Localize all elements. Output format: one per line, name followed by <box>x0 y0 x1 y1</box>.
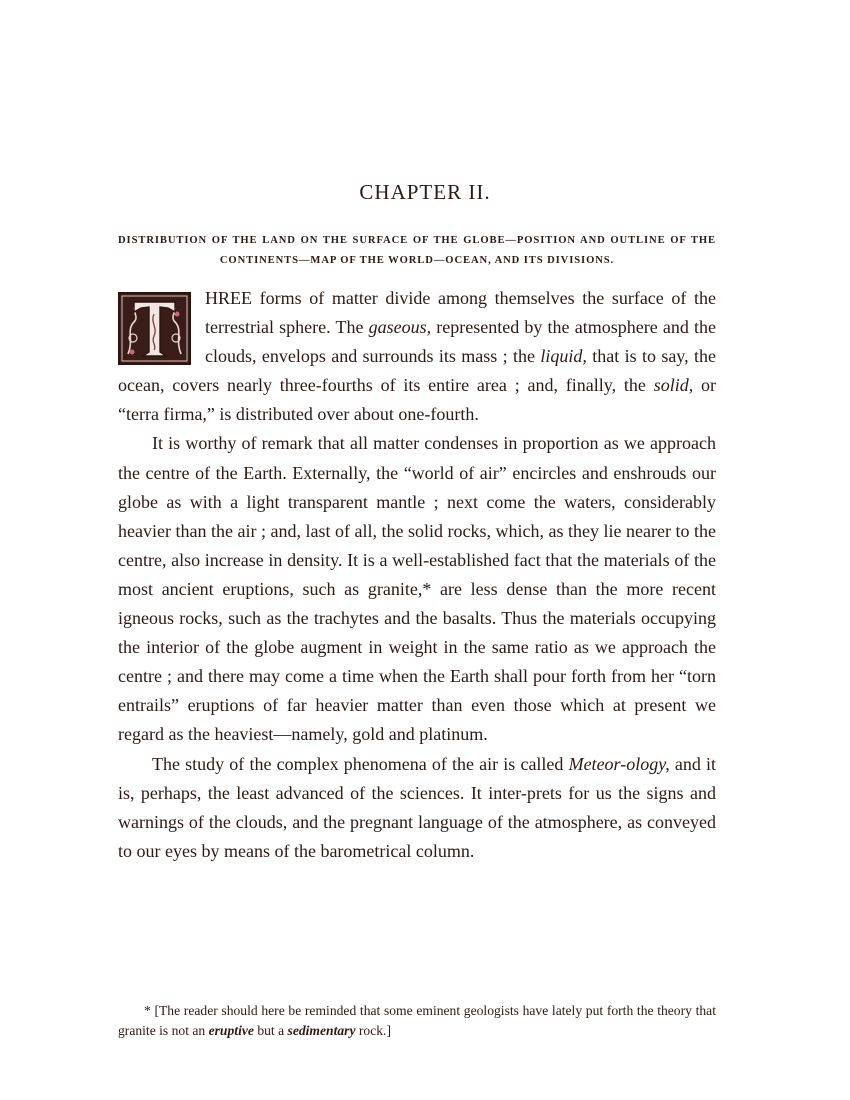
floral-initial-icon <box>118 292 191 365</box>
paragraph-2: It is worthy of remark that all matter condenses in proportion as we approach the centre of the Earth. Externally, the “world of air” encircles and enshrouds our globe as with a light transparent mantle ; next come the waters, considerably heavier than the air ; and, last of all, the solid rocks, which, as they lie nearer to the centre, also increase in density. It is a well-established fact that the materials of the most ancient eruptions, such as granite,* are less dense than the more recent igneous rocks, such as the trachytes and the basalts. Thus the materials occupying the interior of the globe augment in weight in the same ratio as we approach the centre ; and there may come a time when the Earth shall pour forth from her “torn entrails” eruptions of far heavier matter than even those which at present we regard as the heaviest—namely, gold and platinum. <box>118 433 716 745</box>
footnote <box>118 1001 716 1041</box>
footnote-term-eruptive: eruptive <box>208 1023 254 1038</box>
paragraph-1-text-4: or “terra firma,” is distributed over about one-fourth. <box>118 375 716 425</box>
footnote-text-3: rock.] <box>355 1023 391 1038</box>
paragraph-3-text-2: and it is, perhaps, the least advanced of the sciences. It inter-prets for us the signs and warnings of the clouds, and the pregnant language of the atmosphere, as conveyed to our eyes by means of the barometrical column. <box>118 753 716 861</box>
chapter-title: CHAPTER II. <box>359 180 491 204</box>
footnote-term-sedimentary: sedimentary <box>287 1023 356 1038</box>
term-liquid: liquid, <box>540 346 587 367</box>
body-text <box>118 284 716 866</box>
chapter-synopsis: DISTRIBUTION OF THE LAND ON THE SURFACE OF THE GLOBE—POSITION AND OUTLINE OF THE CONTINENTS—MAP OF THE WORLD—OCEAN, AND ITS DIVISIONS. <box>118 235 716 266</box>
paragraph-1 <box>118 284 716 429</box>
paragraph-3 <box>118 750 716 866</box>
term-meteorology: Meteor-ology, <box>568 753 670 774</box>
term-gaseous: gaseous, <box>368 317 432 338</box>
paragraph-1-text-3: that is to say, the ocean, covers nearly three-fourths of its entire area ; and, finally, the <box>118 346 716 396</box>
term-solid: solid, <box>653 375 694 396</box>
paragraph-1-lead: HREE forms of matter divide among themselves the surface of the terrestrial sphere. The <box>205 288 716 338</box>
paragraph-1-text-2: represented by the atmosphere and the clouds, envelops and surrounds its mass ; the <box>205 317 716 367</box>
footnote-text-1: * [The reader should here be reminded that some eminent geologists have lately put forth the theory that granite is not an <box>118 1003 716 1038</box>
footnote-text-2: but a <box>253 1023 288 1038</box>
paragraph-3-text-1: The study of the complex phenomena of the air is called <box>152 753 569 774</box>
